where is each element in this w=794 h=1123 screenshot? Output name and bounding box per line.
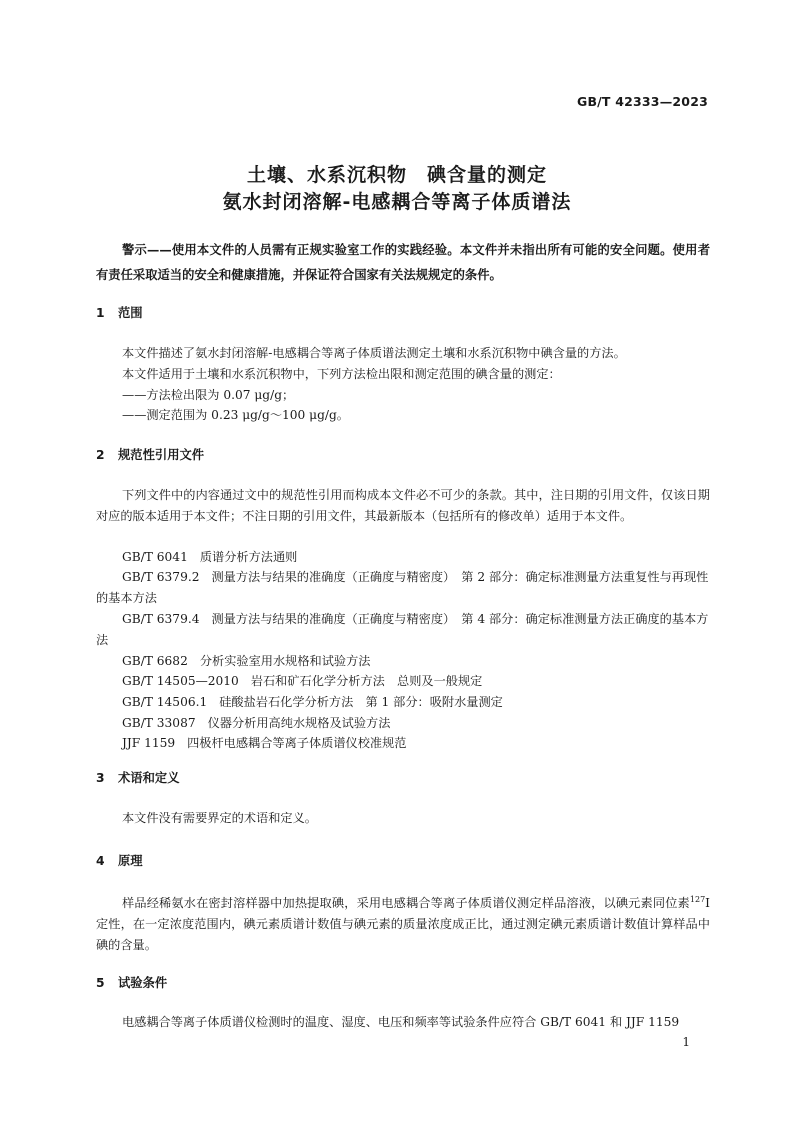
reference-item xyxy=(96,567,710,609)
reference-item xyxy=(96,733,710,754)
reference-item xyxy=(96,692,710,713)
reference-item xyxy=(96,671,710,692)
section-3-title: 术语和定义 xyxy=(118,771,180,785)
page-number: 1 xyxy=(682,1035,690,1049)
section-5-number: 5 xyxy=(96,976,105,990)
section-5-heading xyxy=(96,973,167,991)
section-1-heading xyxy=(96,303,143,321)
reference-title: 四极杆电感耦合等离子体质谱仪校准规范 xyxy=(187,736,407,750)
principle-paragraph xyxy=(96,890,710,955)
reference-code: GB/T 6379.4 xyxy=(122,612,200,626)
reference-title: 岩石和矿石化学分析方法 总则及一般规定 xyxy=(250,674,483,688)
section-1-title: 范围 xyxy=(118,306,143,320)
reference-title: 硅酸盐岩石化学分析方法 第 1 部分：吸附水量测定 xyxy=(219,695,503,709)
reference-code: JJF 1159 xyxy=(122,736,176,750)
reference-item xyxy=(96,547,710,568)
reference-code: GB/T 6379.2 xyxy=(122,570,200,584)
reference-code: GB/T 14505—2010 xyxy=(122,674,239,688)
section-1-number: 1 xyxy=(96,306,105,320)
section-4-number: 4 xyxy=(96,854,105,868)
reference-title: 仪器分析用高纯水规格及试验方法 xyxy=(207,716,391,730)
section-2-heading xyxy=(96,445,204,463)
reference-code: GB/T 14506.1 xyxy=(122,695,208,709)
scope-paragraph-2: 本文件适用于土壤和水系沉积物中，下列方法检出限和测定范围的碘含量的测定： xyxy=(122,367,561,381)
reference-code: GB/T 33087 xyxy=(122,716,196,730)
warning-paragraph: 警示——使用本文件的人员需有正规实验室工作的实践经验。本文件并未指出所有可能的安全问题。使用者有责任采取适当的安全和健康措施，并保证符合国家有关法规规定的条件。 xyxy=(96,243,710,282)
section-3-heading xyxy=(96,768,180,786)
reference-title: 质谱分析方法通则 xyxy=(199,550,298,564)
section-5-title: 试验条件 xyxy=(118,976,168,990)
section-3-number: 3 xyxy=(96,771,105,785)
document-title-line-1: 土壤、水系沉积物 碘含量的测定 xyxy=(246,164,547,186)
terms-paragraph: 本文件没有需要界定的术语和定义。 xyxy=(122,811,317,825)
refs-intro-paragraph: 下列文件中的内容通过文中的规范性引用而构成本文件必不可少的条款。其中，注日期的引用文件，仅该日期对应的版本适用于本文件；不注日期的引用文件，其最新版本（包括所有的修改单）适用于本文件。 xyxy=(96,488,710,523)
section-2-title: 规范性引用文件 xyxy=(118,448,205,462)
scope-paragraph-1: 本文件描述了氨水封闭溶解-电感耦合等离子体质谱法测定土壤和水系沉积物中碘含量的方法。 xyxy=(122,346,626,360)
scope-item-measurement-range: ——测定范围为 0.23 μg/g～100 μg/g。 xyxy=(122,408,349,422)
section-4-title: 原理 xyxy=(118,854,143,868)
reference-title: 分析实验室用水规格和试验方法 xyxy=(199,654,371,668)
reference-title: 测量方法与结果的准确度（正确度与精密度） 第 2 部分：确定标准测量方法重复性与再现性的基本方法 xyxy=(96,570,709,605)
reference-item xyxy=(96,713,710,734)
reference-code: GB/T 6682 xyxy=(122,654,188,668)
document-title-line-2: 氨水封闭溶解-电感耦合等离子体质谱法 xyxy=(222,191,572,213)
conditions-paragraph: 电感耦合等离子体质谱仪检测时的温度、湿度、电压和频率等试验条件应符合 GB/T 6041 和 JJF 1159 xyxy=(122,1015,680,1029)
reference-item xyxy=(96,609,710,651)
reference-code: GB/T 6041 xyxy=(122,550,188,564)
reference-item xyxy=(96,651,710,672)
scope-item-detection-limit: ——方法检出限为 0.07 μg/g； xyxy=(122,388,295,402)
principle-text-b: I 定性，在一定浓度范围内，碘元素质谱计数值与碘元素的质量浓度成正比，通过测定碘元素质谱计数值计算样品中碘的含量。 xyxy=(96,896,710,952)
reference-title: 测量方法与结果的准确度（正确度与精密度） 第 4 部分：确定标准测量方法正确度的基本方法 xyxy=(96,612,709,647)
isotope-superscript: 127 xyxy=(689,895,706,904)
section-4-heading xyxy=(96,851,143,869)
standard-number: GB/T 42333—2023 xyxy=(576,94,708,109)
section-2-number: 2 xyxy=(96,448,105,462)
principle-text-a: 样品经稀氨水在密封溶样器中加热提取碘，采用电感耦合等离子体质谱仪测定样品溶液，以碘元素同位素 xyxy=(122,896,690,911)
